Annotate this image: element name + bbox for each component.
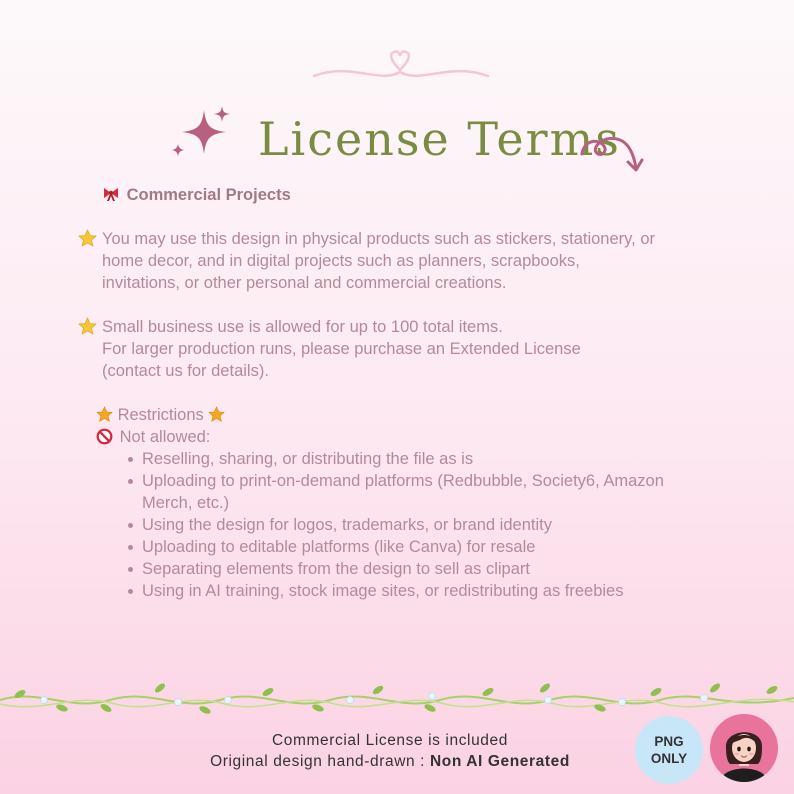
footer-original-line: [150, 751, 630, 772]
list-item-line-2: Merch, etc.): [142, 494, 230, 512]
star-icon: [208, 406, 225, 423]
list-item: Using the design for logos, trademarks, or brand identity: [142, 514, 718, 536]
footer-original-prefix: Original design hand-drawn :: [210, 753, 430, 770]
bow-icon: [102, 186, 120, 202]
sparkle-icon: [168, 104, 238, 164]
girl-avatar: [710, 714, 778, 782]
list-item: Using in AI training, stock image sites, or redistributing as freebies: [142, 580, 718, 602]
paragraph-1-line-2: home decor, and in digital projects such as planners, scrapbooks,: [102, 252, 580, 270]
paragraph-2-line-1: Small business use is allowed for up to 100 total items.: [102, 318, 503, 336]
license-content: [78, 184, 718, 602]
no-entry-icon: [96, 428, 113, 445]
list-item: [142, 470, 718, 514]
page-title: License Terms: [258, 112, 621, 166]
footer-non-ai: Non AI Generated: [429, 753, 570, 770]
star-icon: [96, 406, 113, 423]
restrictions-heading: [96, 404, 718, 426]
paragraph-2-line-3: (contact us for details).: [102, 362, 269, 380]
vine-border: [0, 678, 794, 718]
badge-line-2: ONLY: [650, 751, 688, 766]
footer-license-line: Commercial License is included: [272, 732, 508, 749]
paragraph-1-line-1: You may use this design in physical products such as stickers, stationery, or: [102, 230, 656, 248]
paragraph-1-line-3: invitations, or other personal and commercial creations.: [102, 274, 507, 292]
commercial-paragraph-2: [78, 316, 718, 382]
list-item: Uploading to editable platforms (like Canva) for resale: [142, 536, 718, 558]
commercial-heading: [102, 184, 718, 206]
badge-line-1: PNG: [654, 734, 684, 749]
star-icon: [78, 317, 97, 336]
curly-arrow-icon: [576, 124, 648, 176]
not-allowed-label: [96, 426, 718, 448]
footer: [150, 730, 630, 772]
restrictions-section: [96, 404, 718, 602]
heart-swirl-icon: [300, 44, 500, 90]
png-only-badge: [635, 716, 703, 784]
list-item: Separating elements from the design to sell as clipart: [142, 558, 718, 580]
list-item-line-1: Uploading to print-on-demand platforms (Redbubble, Society6, Amazon: [142, 472, 664, 490]
commercial-paragraph-1: [78, 228, 718, 294]
paragraph-2-line-2: For larger production runs, please purchase an Extended License: [102, 340, 581, 358]
not-allowed-text: Not allowed:: [119, 428, 211, 446]
commercial-heading-text: Commercial Projects: [126, 186, 291, 204]
restrictions-heading-text: Restrictions: [117, 406, 204, 424]
star-icon: [78, 229, 97, 248]
restrictions-list: [96, 448, 718, 602]
list-item: Reselling, sharing, or distributing the file as is: [142, 448, 718, 470]
